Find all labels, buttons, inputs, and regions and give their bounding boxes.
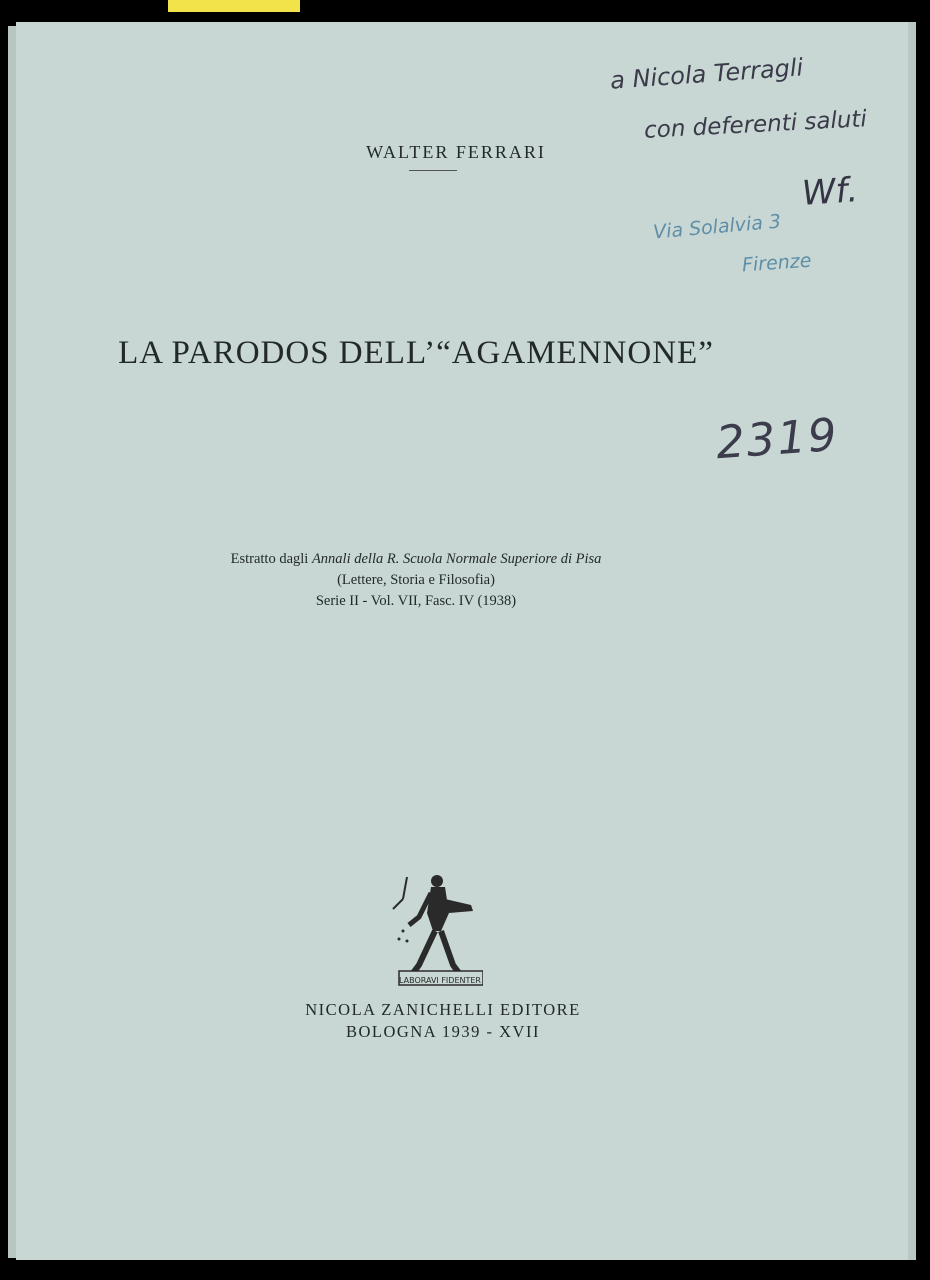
book-title: LA PARODOS DELL’“AGAMENNONE” [118,335,714,371]
handwritten-dedication-line-1: a Nicola Terragli [609,53,805,95]
publisher-name: NICOLA ZANICHELLI EDITORE [305,1000,581,1019]
handwritten-address-line-1: Via Solalvia 3 [652,210,782,244]
handwritten-address-line-2: Firenze [741,249,813,277]
extract-line-3: Serie II - Vol. VII, Fasc. IV (1938) [315,593,517,609]
handwritten-initials: Wf. [800,170,860,214]
book-cover [16,22,916,1260]
extract-line-1 [0,549,866,570]
publisher-block [0,999,893,1043]
extract-prefix: Estratto dagli [230,551,309,567]
cover-edge [908,22,916,1260]
handwritten-dedication-line-2: con deferenti saluti [643,106,868,144]
svg-text:LABORAVI FIDENTER: LABORAVI FIDENTER [399,976,481,985]
publication-place-date: BOLOGNA 1939 - XVII [346,1022,540,1041]
extract-line-2: (Lettere, Storia e Filosofia) [337,572,495,588]
extract-info [0,549,866,612]
handwritten-catalog-number: 2319 [714,407,841,470]
journal-title: Annali della R. Scuola Normale Superiore di Pisa [311,551,602,567]
publisher-motto [397,971,483,987]
author-name: WALTER FERRARI [366,142,546,162]
scan-label [168,0,300,12]
author-rule [409,170,457,171]
